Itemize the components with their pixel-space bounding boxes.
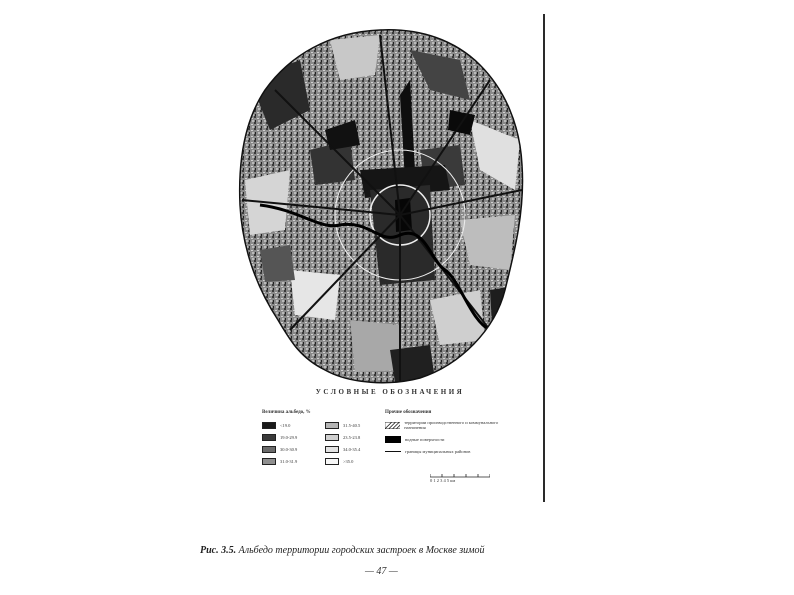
albedo-swatch-5 — [325, 422, 339, 429]
albedo-legend-heading: Величина альбедо, % — [262, 410, 311, 415]
albedo-swatch-4 — [262, 458, 276, 465]
figure-caption — [200, 545, 600, 556]
legend-title: УСЛОВНЫЕ ОБОЗНАЧЕНИЯ — [315, 388, 465, 396]
albedo-class-2: 19.0-29.9 — [262, 434, 297, 441]
moscow-albedo-map — [230, 20, 530, 390]
other-legend-heading: Прочие обозначения — [385, 410, 432, 415]
albedo-swatch-2 — [262, 434, 276, 441]
boundary-line-icon — [385, 448, 401, 455]
caption-text: Альбедо территории городских застроек в Москве зимой — [238, 545, 485, 556]
water-swatch-icon — [385, 436, 401, 443]
albedo-swatch-1 — [262, 422, 276, 429]
albedo-class-7: 34.0-35.4 — [325, 446, 360, 453]
albedo-swatch-6 — [325, 434, 339, 441]
scale-label: 0 1 2 3 4 5 км — [430, 478, 456, 483]
albedo-class-8: >35.0 — [325, 458, 353, 465]
hatch-icon — [385, 422, 400, 429]
figure-number: Рис. 3.5. — [200, 545, 237, 556]
albedo-swatch-7 — [325, 446, 339, 453]
albedo-class-4: 31.0-31.9 — [262, 458, 297, 465]
legend-water: водные поверхности — [385, 436, 515, 443]
albedo-swatch-8 — [325, 458, 339, 465]
albedo-class-5: 31.5-40.5 — [325, 422, 360, 429]
albedo-class-6: 23.5-23.8 — [325, 434, 360, 441]
scale-bar — [430, 473, 490, 483]
legend-district-boundary: границы муниципальных районов — [385, 448, 515, 455]
albedo-class-3: 30.0-30.9 — [262, 446, 297, 453]
page-number: — 47 — — [365, 566, 398, 577]
legend-industrial: территории производственного и коммунального назначения — [385, 420, 515, 430]
albedo-class-1: <19.0 — [262, 422, 290, 429]
albedo-swatch-3 — [262, 446, 276, 453]
